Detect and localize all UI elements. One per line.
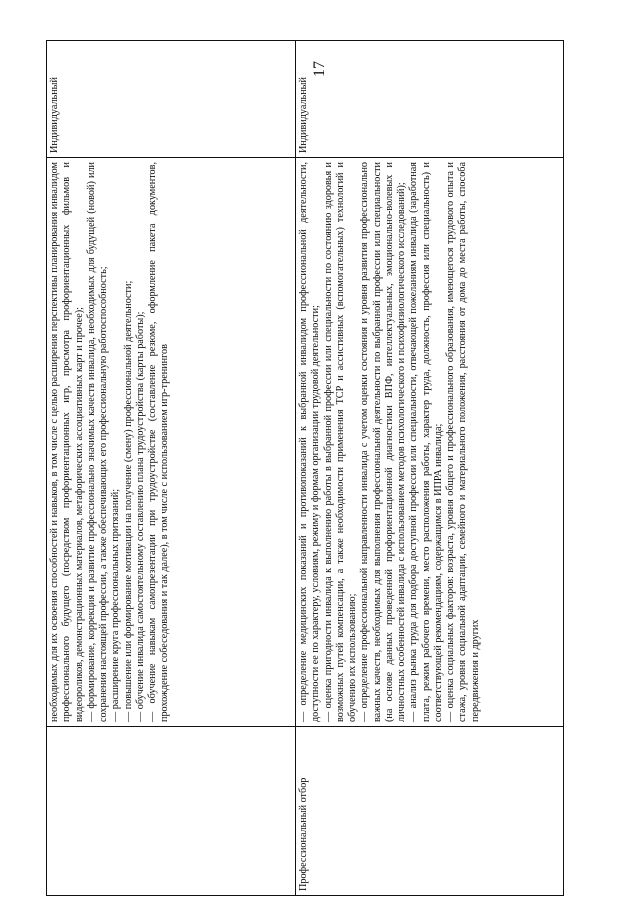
content-paragraph: необходимых для их освоения способностей и навыков, в том числе с целью расширения перспективы планирования инвалидом профессионального будущего (посредством профориентационных игр, просмотра профориентационных фильмов и видеороликов, демонстрационных материалов, метафорических ассоциативных карт и прочее); [49,162,85,722]
content-paragraph: — анализ рынка труда для подбора доступной профессии или специальности, отвечающей пожеланиям инвалида (заработная плата, режим рабочего времени, место расположения работы, характер труда, должность, профессия или специальность) и соответствующей рекомендациям, содержащимся в ИПРА инвалида; [408,162,444,722]
content-paragraph: — повышение или формирование мотивации на получение (смену) профессиональной деятельности; [122,280,134,722]
stage-cell [47,727,296,896]
content-paragraph: — обучение инвалида самостоятельному составлению плана трудоустройства (карты работы); [134,311,146,722]
content-paragraph: — определение профессиональной направленности инвалида с учетом оценки состояния и уровня развития профессионально важных качеств, необходимых для выполнения профессиональной деятельности по выбранной профессии или специальности (на основе данных проведенной профориентационной диагностики ВПФ, интеллектуальных, эмоционально-волевых и личностных особенностей инвалида с использованием методов психологического и психофизиологического исследований); [359,162,407,722]
content-paragraph: — определение медицинских показаний и противопоказаний к выбранной инвалидом профессиональной деятельности, доступности ее по характеру, условиям, режиму и формам организации трудовой деятельности; [298,162,322,722]
content-cell [296,158,564,727]
content-paragraph: — оценка социальных факторов: возраста, уровня общего и профессионального образования, имеющегося трудового опыта и стажа, уровня социальной адаптации, семейного и материального положения, расстояния от дома до места работы, способа передвижения и других [445,162,481,722]
form-cell: Индивидуальный [47,41,296,158]
table-row [296,41,564,896]
rotated-table-container [46,40,563,896]
content-paragraph: — формирование, коррекция и развитие профессионально значимых качеств инвалида, необходимых для будущей (новой) или сохранения настоящей профессии, а также обеспечивающих его профессиональную работоспособность; [85,162,109,722]
content-cell [47,158,296,727]
content-paragraph: — оценка пригодности инвалида к выполнению работы в выбранной профессии или специальности по состоянию здоровья и возможных путей компенсации, а также необходимости применения ТСР и ассистивных (вспомогательных) технологий и обучению их использованию; [322,162,358,722]
stage-cell: Профессиональный отбор [296,727,564,896]
content-paragraph: — обучение навыкам самопрезентации при трудоустройстве (составление резюме, оформление пакета документов, прохождение собеседования и так далее), в том числе с использованием игр-тренингов [147,162,171,722]
form-cell: Индивидуальный [296,41,564,158]
rehabilitation-table [46,40,564,896]
table-row [47,41,296,896]
content-paragraph: — расширение круга профессиональных притязаний; [110,488,122,722]
page-number: 17 [311,61,328,77]
